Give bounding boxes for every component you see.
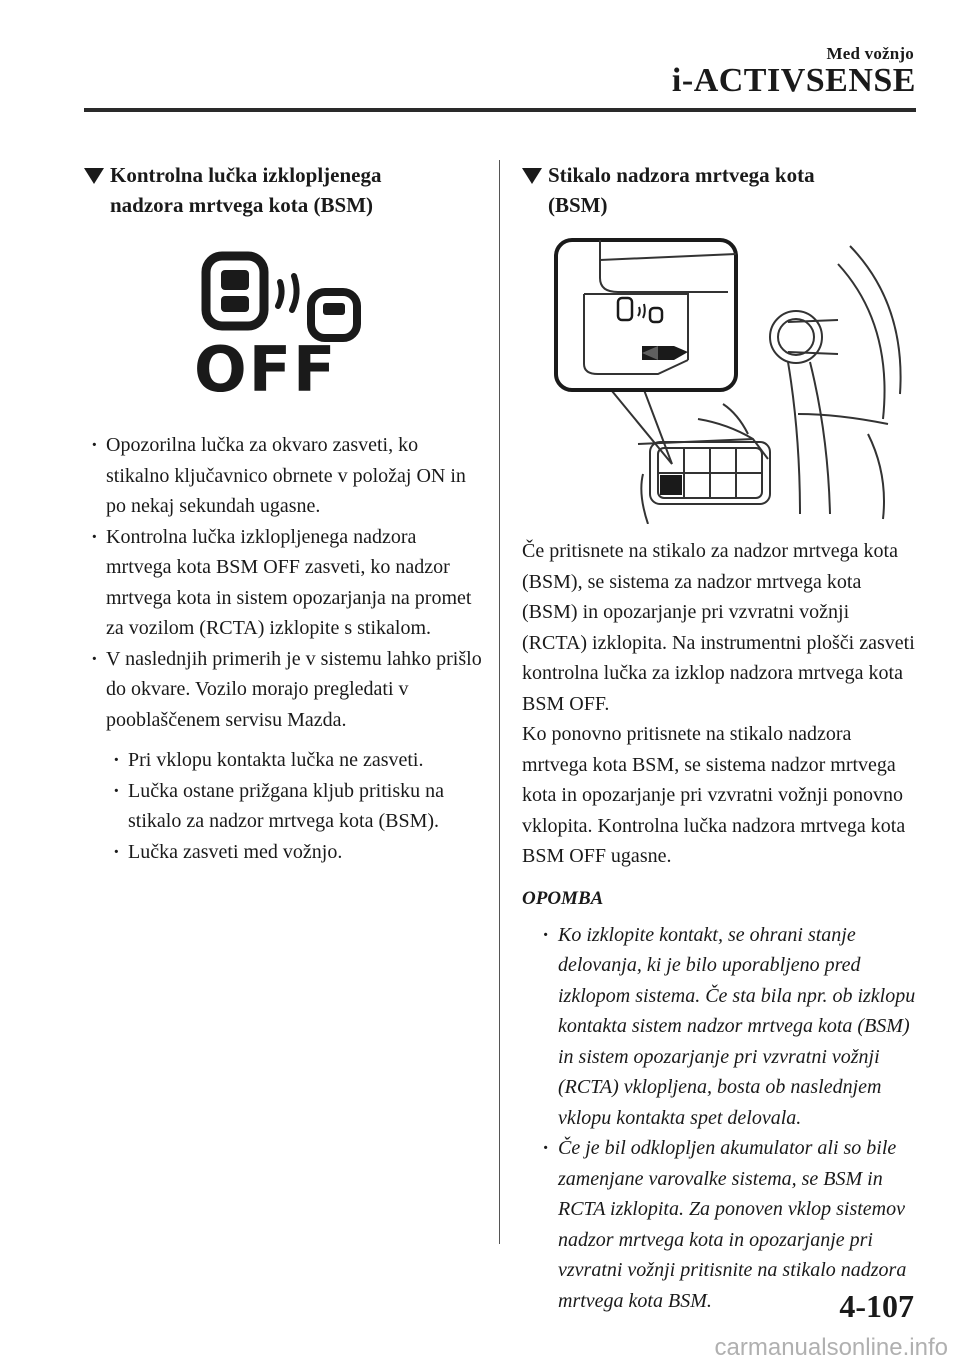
list-item: · Kontrolna lučka izklopljenega nadzora mrtvega kota BSM OFF zasveti, ko nadzor mrtvega kota in sistem opozarjanja na promet za vozilom (RCTA) izklopite s stikalom. — [84, 522, 482, 644]
left-heading-line1: Kontrolna lučka izklopljenega — [110, 163, 382, 187]
list-item: · Ko izklopite kontakt, se ohrani stanje delovanja, ki je bilo uporabljeno pred izklopom sistema. Če sta bila npr. ob izklopu kontakta sistem nadzor mrtvega kota (BSM) in sistem opozarjanje pri vzvratni vožnji (RCTA) vklopljena, bosta ob naslednjem vklopu kontakta spet delovala. — [536, 920, 918, 1134]
left-heading-line2: nadzora mrtvega kota (BSM) — [110, 193, 374, 217]
icon-off-label: OFF — [194, 333, 338, 398]
bsm-switch-illustration — [538, 234, 908, 524]
right-column — [522, 160, 918, 1316]
left-bullet-list — [84, 430, 482, 735]
list-item: · Lučka ostane prižgana kljub pritisku na stikalo za nadzor mrtvega kota (BSM). — [106, 776, 482, 837]
list-item: · V naslednjih primerih je v sistemu lahko prišlo do okvare. Vozilo morajo pregledati v pooblaščenem servisu Mazda. — [84, 644, 482, 736]
chapter-title: i-ACTIVSENSE — [671, 62, 916, 99]
left-column — [84, 160, 482, 867]
watermark: carmanualsonline.info — [714, 1334, 948, 1361]
right-heading-line1: Stikalo nadzora mrtvega kota — [548, 163, 815, 187]
header-rule — [84, 108, 916, 112]
bsm-off-indicator-icon — [194, 248, 374, 398]
column-divider — [499, 160, 500, 1244]
left-sub-bullet-list — [106, 745, 482, 867]
right-paragraph-1: Če pritisnete na stikalo za nadzor mrtvega kota (BSM), se sistema za nadzor mrtvega kota (BSM) in opozarjanje pri vzvratni vožnji (RCTA) izklopita. Na instrumentni plošči zasveti kontrolna lučka za izklop nadzora mrtvega kota BSM OFF. — [522, 540, 915, 715]
page-number: 4-107 — [839, 1288, 914, 1324]
right-heading — [522, 160, 918, 220]
list-item: · Če je bil odklopljen akumulator ali so bile zamenjane varovalke sistema, se BSM in RCTA izklopita. Za ponoven vklop sistemov nadzor mrtvega kota in opozarjanje pri vzvratni vožnji pritisnite na stikalo nadzora mrtvega kota BSM. — [536, 1133, 918, 1316]
list-item: · Opozorilna lučka za okvaro zasveti, ko stikalno ključavnico obrnete v položaj ON in po nekaj sekundah ugasne. — [84, 430, 482, 522]
section-label: Med vožnjo — [826, 44, 914, 63]
note-title: OPOMBA — [522, 887, 604, 909]
right-paragraph-2: Ko ponovno pritisnete na stikalo nadzora mrtvega kota BSM, se sistema nadzor mrtvega kota in opozarjanje pri vzvratni vožnji ponovno vklopita. Kontrolna lučka nadzora mrtvega kota BSM OFF ugasne. — [522, 723, 906, 867]
triangle-marker-icon — [522, 168, 542, 184]
list-item: · Pri vklopu kontakta lučka ne zasveti. — [106, 745, 482, 776]
right-heading-line2: (BSM) — [548, 193, 608, 217]
note-list — [536, 920, 918, 1317]
list-item: · Lučka zasveti med vožnjo. — [106, 837, 482, 868]
left-heading — [84, 160, 482, 220]
triangle-marker-icon — [84, 168, 104, 184]
